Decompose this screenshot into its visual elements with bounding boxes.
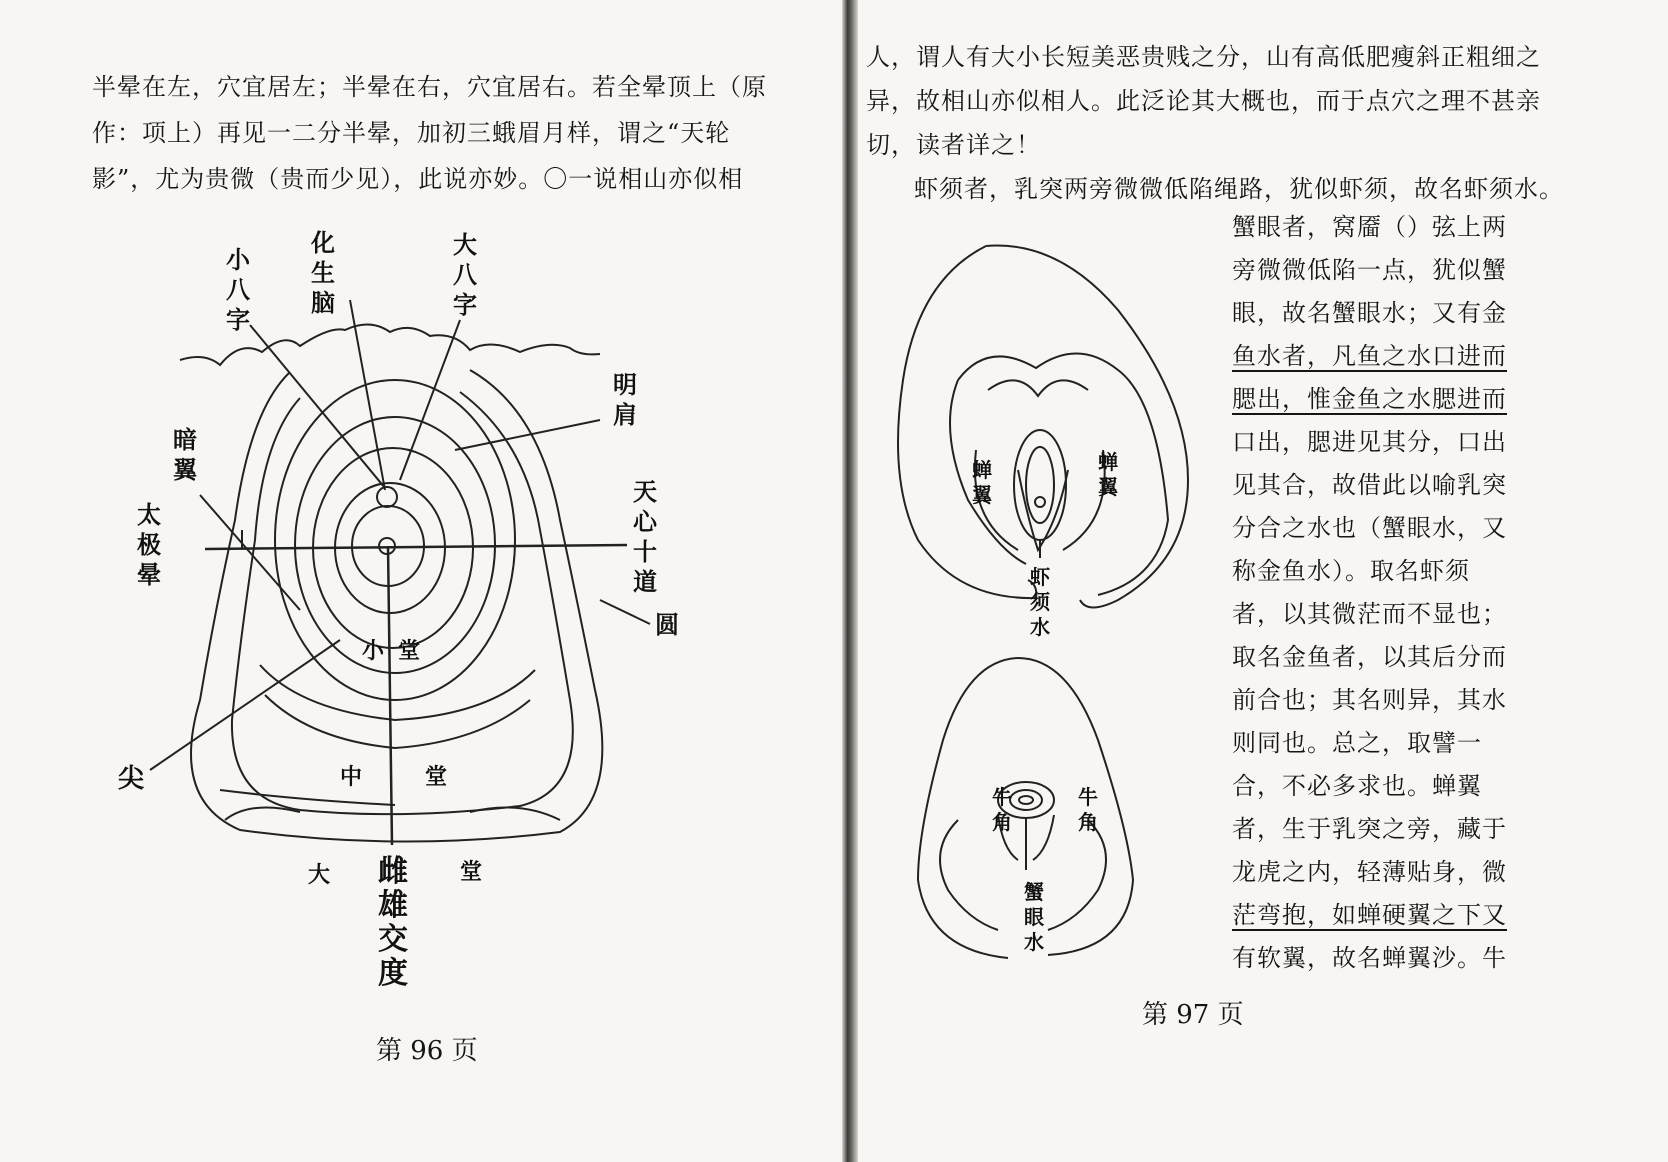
- label-an-yi: 暗翼: [173, 426, 197, 484]
- right-text-line-2: 异，故相山亦似相人。此泛论其大概也，而于点穴之理不甚亲: [866, 87, 1541, 115]
- column-line-1: 蟹眼者，窝靥（）弦上两: [1232, 213, 1507, 241]
- right-text-line-1: 人，谓人有大小长短美恶贵贱之分，山有高低肥瘦斜正粗细之: [866, 43, 1541, 71]
- column-line-17: 茫弯抱，如蝉硬翼之下又: [1232, 901, 1507, 929]
- column-line-18: 有软翼，故名蝉翼沙。牛: [1232, 944, 1507, 972]
- label-da-bazi: 大八字: [453, 231, 477, 319]
- column-line-2: 旁微微低陷一点，犹似蟹: [1232, 256, 1507, 284]
- column-line-15: 者，生于乳突之旁，藏于: [1232, 815, 1507, 843]
- left-page-number: 第 96 页: [376, 1036, 478, 1066]
- column-line-7: 见其合，故借此以喻乳突: [1232, 471, 1507, 499]
- label-xiao-tang-2: 堂: [398, 639, 421, 664]
- label-da-tang-1: 大: [308, 863, 331, 888]
- label-chan-yi-right: 蝉翼: [1098, 450, 1118, 499]
- column-line-5: 腮出，惟金鱼之水腮进而: [1232, 385, 1507, 413]
- column-line-14: 合，不必多求也。蝉翼: [1232, 772, 1482, 800]
- label-taiji-yun: 太极晕: [137, 501, 161, 589]
- label-tian-xin-shi-dao: 天心十道: [633, 478, 657, 596]
- label-xie-yan-shui: 蟹眼水: [1024, 880, 1044, 954]
- label-chan-yi-left: 蝉翼: [972, 458, 992, 507]
- column-line-16: 龙虎之内，轻薄贴身，微: [1232, 858, 1507, 886]
- label-zhong-tang-1: 中: [340, 765, 363, 790]
- column-line-11: 取名金鱼者，以其后分而: [1232, 643, 1507, 671]
- column-line-10: 者，以其微茫而不显也；: [1232, 600, 1507, 628]
- right-page-number: 第 97 页: [1142, 1000, 1244, 1030]
- label-jian: 尖: [118, 764, 145, 794]
- column-line-9: 称金鱼水）。取名虾须: [1232, 557, 1470, 585]
- label-xiao-bazi: 小八字: [226, 246, 250, 334]
- book-spine: [842, 0, 858, 1162]
- left-text-line-2: 作：项上）再见一二分半晕，加初三蛾眉月样，谓之“天轮: [92, 119, 731, 147]
- label-hua-sheng-nao: 化生脑: [311, 229, 335, 317]
- right-page: [858, 0, 1668, 1162]
- column-line-3: 眼，故名蟹眼水；又有金: [1232, 299, 1507, 327]
- label-ci-xiong-jiao-du: 雌雄交度: [378, 854, 408, 991]
- label-xia-xu-shui: 虾须水: [1030, 565, 1050, 639]
- column-line-12: 前合也；其名则异，其水: [1232, 686, 1507, 714]
- label-da-tang-2: 堂: [460, 860, 483, 885]
- label-yuan: 圆: [655, 611, 679, 639]
- left-text-line-3: 影”，尤为贵微（贵而少见），此说亦妙。〇一说相山亦似相: [92, 165, 744, 193]
- column-line-8: 分合之水也（蟹眼水，又: [1232, 514, 1507, 542]
- label-niu-jiao-left: 牛角: [992, 785, 1012, 834]
- label-zhong-tang-2: 堂: [425, 765, 448, 790]
- label-niu-jiao-right: 牛角: [1078, 785, 1098, 834]
- left-text-line-1: 半晕在左，穴宜居左；半晕在右，穴宜居右。若全晕顶上（原: [92, 73, 767, 101]
- column-line-4: 鱼水者，凡鱼之水口进而: [1232, 342, 1507, 370]
- column-line-6: 口出，腮进见其分，口出: [1232, 428, 1507, 456]
- label-xiao-tang-1: 小: [362, 639, 385, 664]
- label-ming-jian: 明肩: [613, 371, 637, 429]
- right-text-line-4: 虾须者，乳突两旁微微低陷绳路，犹似虾须，故名虾须水。: [914, 175, 1564, 203]
- right-text-line-3: 切，读者详之！: [866, 131, 1041, 159]
- column-line-13: 则同也。总之，取譬一: [1232, 729, 1482, 757]
